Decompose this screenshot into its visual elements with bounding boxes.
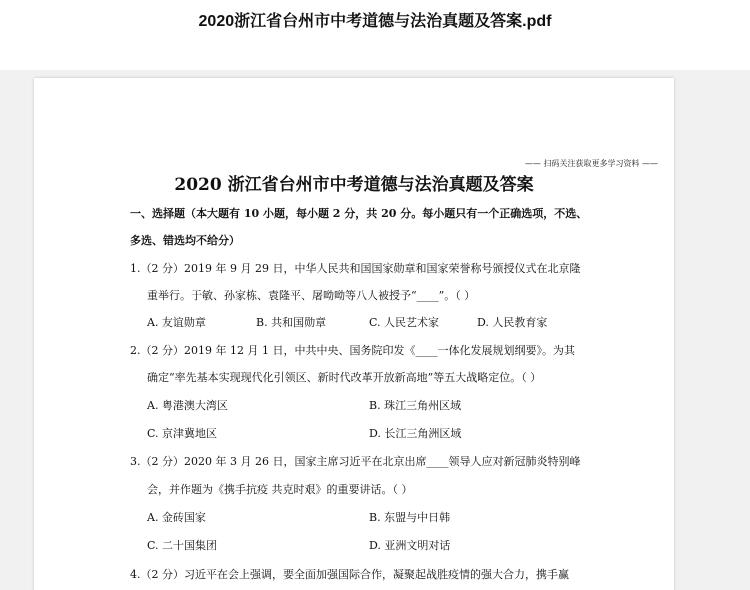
question-1-option-c: C. 人民艺术家	[369, 316, 440, 329]
watermark-text: —— 扫码关注获取更多学习资料 ——	[524, 159, 658, 168]
question-2-line-1: 2.（2 分）2019 年 12 月 1 日，中共中央、国务院印发《____一体化发展规划纲要》。为其	[130, 344, 575, 357]
question-3-option-b: B. 东盟与中日韩	[369, 511, 451, 524]
section-heading-line-1: 一、选择题（本大题有 10 小题，每小题 2 分，共 20 分。每小题只有一个正确选项，不选、	[130, 207, 588, 220]
document-page	[34, 78, 674, 590]
question-3-option-d: D. 亚洲文明对话	[369, 539, 451, 552]
question-3-option-c: C. 二十国集团	[147, 539, 218, 552]
question-3-line-2: 会，并作题为《携手抗疫 共克时艰》的重要讲话。（ ）	[147, 483, 413, 496]
question-1-option-d: D. 人民教育家	[477, 316, 548, 329]
question-2-option-b: B. 珠江三角州区域	[369, 399, 462, 412]
file-title: 2020浙江省台州市中考道德与法治真题及答案.pdf	[198, 13, 552, 30]
question-2-option-c: C. 京津冀地区	[147, 427, 218, 440]
question-1-option-a: A. 友谊勋章	[147, 316, 206, 329]
question-1-option-b: B. 共和国勋章	[256, 316, 327, 329]
section-heading-line-2: 多选、错选均不给分）	[130, 234, 240, 247]
question-2-option-d: D. 长江三角洲区域	[369, 427, 462, 440]
question-1-line-1: 1.（2 分）2019 年 9 月 29 日，中华人民共和国国家勋章和国家荣誉称号颁授仪式在北京隆	[130, 262, 581, 275]
question-2-line-2: 确定“率先基本实现现代化引领区、新时代改革开放新高地”等五大战略定位。（ ）	[147, 371, 542, 384]
question-3-option-a: A. 金砖国家	[147, 511, 206, 524]
question-2-option-a: A. 粤港澳大湾区	[147, 399, 228, 412]
question-1-line-2: 重举行。于敏、孙家栋、袁隆平、屠呦呦等八人被授予“____”。（ ）	[147, 289, 476, 302]
pdf-viewer[interactable]	[0, 70, 750, 590]
question-4-line-1: 4.（2 分）习近平在会上强调，要全面加强国际合作，凝聚起战胜疫情的强大合力，携手赢	[130, 568, 569, 581]
viewer-header	[0, 0, 750, 70]
document-title: 2020 浙江省台州市中考道德与法治真题及答案	[174, 175, 534, 195]
question-3-line-1: 3.（2 分）2020 年 3 月 26 日，国家主席习近平在北京出席____领导人应对新冠肺炎特别峰	[130, 455, 581, 468]
